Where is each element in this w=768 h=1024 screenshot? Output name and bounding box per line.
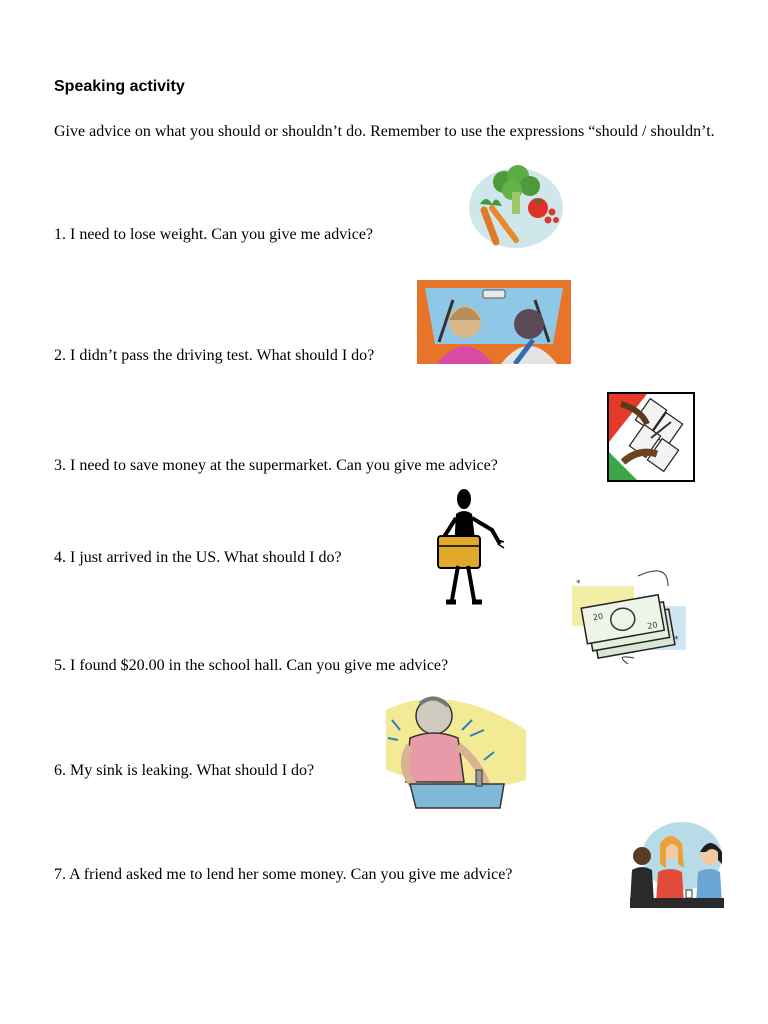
question-4: 4. I just arrived in the US. What should I do? — [54, 549, 342, 566]
question-1: 1. I need to lose weight. Can you give me advice? — [54, 226, 374, 243]
svg-text:*: * — [674, 635, 679, 645]
page-title: Speaking activity — [54, 78, 185, 95]
coupons-clipart — [607, 392, 695, 482]
friends-talking-clipart — [626, 822, 726, 914]
car-driving-clipart — [417, 280, 571, 364]
question-2: 2. I didn’t pass the driving test. What should I do? — [54, 347, 375, 364]
instructions: Give advice on what you should or shouldn’t do. Remember to use the expressions “should / shouldn’t. — [54, 123, 715, 140]
vegetables-clipart — [466, 160, 566, 250]
question-7: 7. A friend asked me to lend her some money. Can you give me advice? — [54, 866, 513, 883]
svg-text:20: 20 — [646, 620, 659, 632]
traveler-clipart — [432, 488, 506, 612]
money-clipart — [568, 566, 692, 674]
leaking-sink-clipart — [380, 690, 530, 818]
question-6: 6. My sink is leaking. What should I do? — [54, 762, 315, 779]
question-5: 5. I found $20.00 in the school hall. Can you give me advice? — [54, 657, 449, 674]
question-3: 3. I need to save money at the supermarket. Can you give me advice? — [54, 457, 498, 474]
svg-text:*: * — [576, 579, 581, 589]
svg-text:20: 20 — [592, 611, 604, 623]
